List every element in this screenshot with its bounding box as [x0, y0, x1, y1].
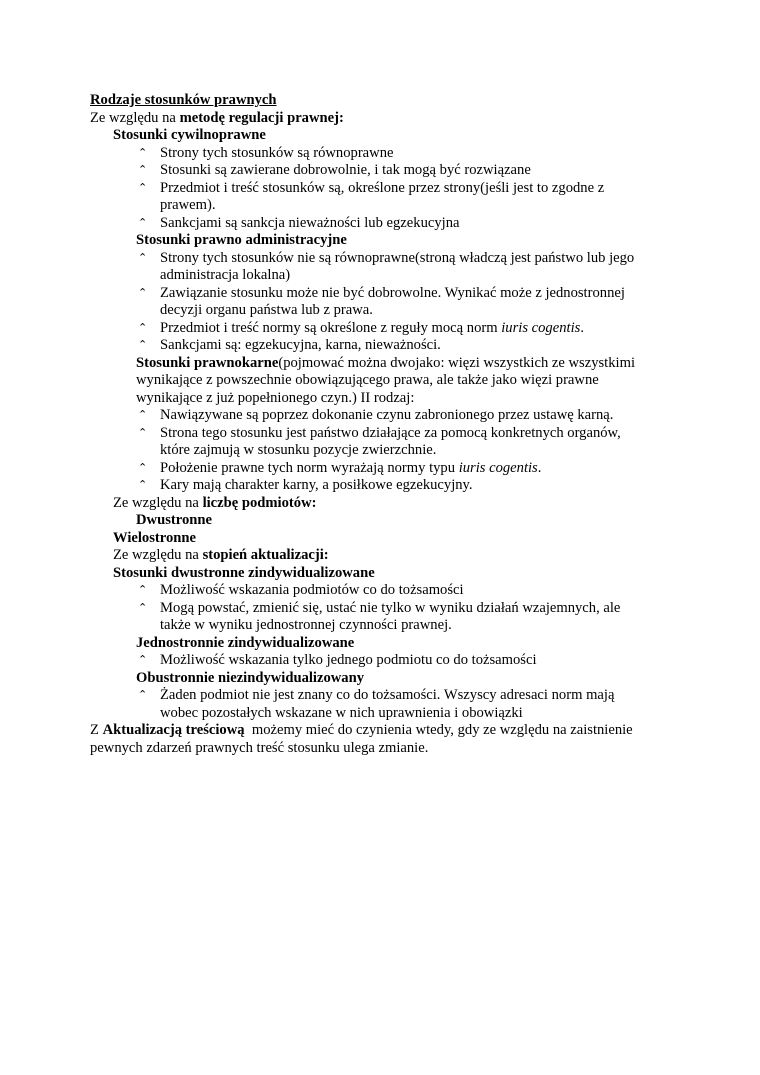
bullet-icon: ⌃ [138, 216, 148, 229]
paragraph-line: wynikające z powszechnie obowiązującego prawa, ale także jako więzi prawne [136, 372, 599, 388]
bullet-icon: ⌃ [138, 461, 148, 474]
heading-dwustronne: Dwustronne [136, 512, 212, 528]
list-item [90, 215, 680, 233]
term-aktualizacja: Aktualizacją treściową [102, 722, 245, 738]
list-item-text: Położenie prawne tych norm wyrażają normy typu [160, 459, 459, 476]
punctuation: . [537, 459, 542, 476]
paragraph-text: możemy mieć do czynienia wtedy, gdy ze względu na zaistnienie [244, 722, 633, 738]
list-item-continuation: decyzji organu państwa lub z prawa. [160, 302, 373, 318]
heading-jednostronnie: Jednostronnie zindywidualizowane [136, 634, 355, 651]
criterion-bold: metodę regulacji prawnej: [179, 109, 344, 126]
list-item-continuation: wobec pozostałych wskazane w nich uprawnienia i obowiązki [160, 704, 523, 721]
list-item-text: Mogą powstać, zmienić się, ustać nie tylko w wyniku działań wzajemnych, ale [160, 599, 621, 616]
paragraph-text: Z [90, 722, 103, 738]
list-item [90, 582, 680, 600]
paragraph-line [90, 390, 680, 408]
bullet-icon: ⌃ [138, 479, 148, 491]
document-title: Rodzaje stosunków prawnych [90, 92, 277, 108]
bullet-icon: ⌃ [138, 181, 148, 194]
bullet-icon: ⌃ [138, 164, 148, 176]
latin-term: iuris cogentis [458, 459, 538, 476]
list-item-text: Możliwość wskazania podmiotów co do tożsamości [160, 582, 464, 598]
list-item [90, 460, 680, 478]
latin-term: iuris cogentis [501, 319, 581, 336]
list-item-text: Sankcjami są: egzekucyjna, karna, nieważności. [160, 337, 441, 353]
bullet-icon: ⌃ [138, 146, 148, 159]
paragraph-text: (pojmować można dwojako: więzi wszystkich ze wszystkimi [278, 354, 635, 371]
list-item [90, 425, 680, 443]
bullet-icon: ⌃ [138, 654, 148, 666]
list-item-text: Sankcjami są sankcja nieważności lub egzekucyjna [160, 214, 460, 231]
paragraph-aktualizacja [90, 722, 680, 740]
punctuation: . [580, 319, 584, 336]
list-item-continuation: także w wyniku jednostronnej czynności prawnej. [160, 617, 452, 633]
criterion-prefix: Ze względu na [113, 547, 203, 563]
heading-prawnokarne: Stosunki prawnokarne [136, 354, 279, 371]
list-item-text: Stosunki są zawierane dobrowolnie, i tak mogą być rozwiązane [160, 162, 531, 178]
criterion-bold: liczbę podmiotów: [202, 494, 317, 511]
bullet-icon: ⌃ [138, 584, 148, 596]
bullet-icon: ⌃ [138, 339, 148, 351]
list-item [90, 337, 680, 355]
list-item [90, 180, 680, 198]
list-item [90, 250, 680, 268]
list-item [90, 652, 680, 670]
bullet-icon: ⌃ [138, 409, 148, 421]
list-item [90, 407, 680, 425]
list-item-text: Przedmiot i treść normy są określone z reguły mocą norm [160, 319, 502, 336]
criterion-prefix: Ze względu na [113, 494, 203, 511]
list-item-text: Żaden podmiot nie jest znany co do tożsamości. Wszyscy adresaci norm mają [160, 687, 615, 703]
bullet-icon: ⌃ [138, 251, 148, 264]
list-item-text: Nawiązywane są poprzez dokonanie czynu zabronionego przez ustawę karną. [160, 407, 614, 423]
list-item [90, 145, 680, 163]
heading-wielostronne: Wielostronne [113, 529, 196, 546]
criterion-prefix: Ze względu na [90, 109, 180, 126]
criterion-stopien [90, 547, 680, 565]
list-item-continuation: które zajmują w stosunku pozycje zwierzchnie. [160, 442, 437, 458]
list-item-text: Możliwość wskazania tylko jednego podmiotu co do tożsamości [160, 652, 537, 668]
list-item-continuation: prawem). [160, 197, 216, 213]
paragraph-text: wynikające z już popełnionego czyn. [136, 389, 352, 406]
paragraph-line: pewnych zdarzeń prawnych treść stosunku ulega zmianie. [90, 739, 429, 756]
list-item-text: Strony tych stosunków są równoprawne [160, 144, 394, 161]
list-item [90, 687, 680, 705]
list-item-text: Strona tego stosunku jest państwo działające za pomocą konkretnych organów, [160, 424, 621, 441]
heading-cywilnoprawne: Stosunki cywilnoprawne [113, 127, 266, 143]
paragraph-text: ) II rodzaj: [352, 389, 415, 406]
heading-administracyjne: Stosunki prawno administracyjne [136, 232, 347, 248]
list-item-text: Strony tych stosunków nie są równoprawne(stroną władczą jest państwo lub jego [160, 249, 635, 266]
list-item-text: Kary mają charakter karny, a posiłkowe egzekucyjny. [160, 477, 473, 493]
heading-zindywidualizowane: Stosunki dwustronne zindywidualizowane [113, 564, 375, 581]
list-item-text: Przedmiot i treść stosunków są, określone przez strony(jeśli jest to zgodne z [160, 179, 605, 196]
bullet-icon: ⌃ [138, 426, 148, 439]
list-item [90, 285, 680, 303]
list-item-text: Zawiązanie stosunku może nie być dobrowolne. Wynikać może z jednostronnej [160, 284, 625, 301]
list-item-continuation: administracja lokalna) [160, 267, 291, 283]
list-item [90, 477, 680, 495]
bullet-icon: ⌃ [138, 286, 148, 299]
list-item [90, 162, 680, 180]
bullet-icon: ⌃ [138, 689, 148, 701]
paragraph-prawnokarne [90, 355, 680, 373]
criterion-metoda [90, 110, 680, 128]
document-body [90, 92, 680, 757]
list-item [90, 320, 680, 338]
bullet-icon: ⌃ [138, 321, 148, 334]
heading-obustronnie: Obustronnie niezindywidualizowany [136, 669, 365, 686]
list-item [90, 600, 680, 618]
bullet-icon: ⌃ [138, 601, 148, 614]
criterion-liczba [90, 495, 680, 513]
criterion-bold: stopień aktualizacji: [202, 547, 329, 563]
